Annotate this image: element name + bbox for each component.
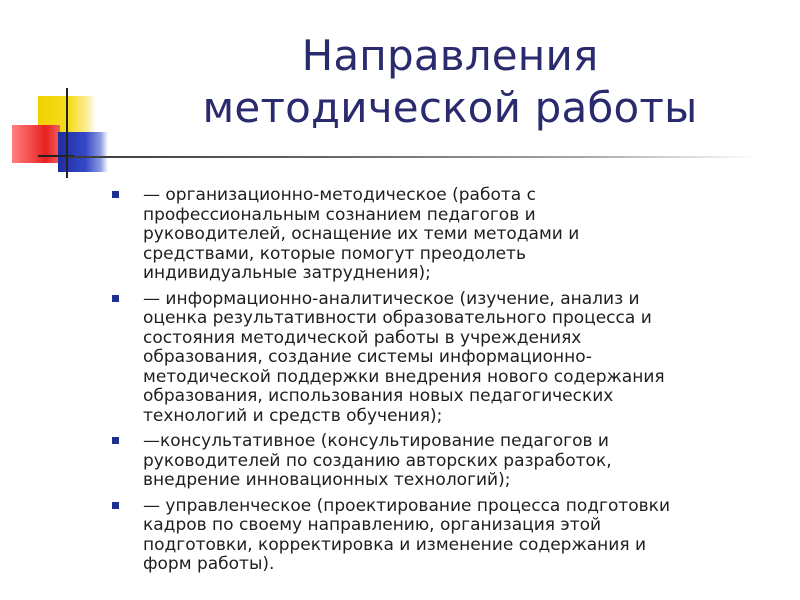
red-square xyxy=(12,125,60,163)
square-bullet-icon xyxy=(112,191,119,198)
slide-title-line-2: методической работы xyxy=(202,83,698,132)
colored-squares-logo-icon xyxy=(0,0,140,190)
list-item-line: индивидуальные затруднения); xyxy=(143,263,431,283)
list-item-line: внедрение инновационных технологий); xyxy=(143,470,511,490)
title-divider xyxy=(68,156,758,158)
square-bullet-icon xyxy=(112,437,119,444)
list-item-text xyxy=(143,497,772,575)
square-bullet-icon xyxy=(112,295,119,302)
bullet-list xyxy=(112,186,772,581)
list-item-line: — информационно-аналитическое (изучение, анализ и xyxy=(143,288,640,309)
slide-title-line-1: Направления xyxy=(301,31,599,80)
list-item-line: форм работы). xyxy=(143,554,275,574)
list-item-text xyxy=(143,290,772,427)
list-item-line: руководителей по созданию авторских разработок, xyxy=(143,450,612,471)
list-item-line: технологий и средств обучения); xyxy=(143,405,443,426)
list-item-line: образования, создание системы информационно- xyxy=(143,347,592,367)
list-item-line: оценка результативности образовательного процесса и xyxy=(143,308,652,328)
list-item-line: —консультативное (консультирование педагогов и xyxy=(143,431,609,451)
list-item-organizational-methodical xyxy=(112,186,772,284)
list-item-information-analytical xyxy=(112,290,772,427)
list-item-line: профессиональным сознанием педагогов и xyxy=(143,204,536,225)
list-item-line: — управленческое (проектирование процесса подготовки xyxy=(143,495,670,516)
list-item-line: подготовки, корректировка и изменение содержания и xyxy=(143,534,647,555)
list-item-text xyxy=(143,432,772,491)
list-item-text xyxy=(143,186,772,284)
list-item-line: средствами, которые помогут преодолеть xyxy=(143,243,526,264)
square-bullet-icon xyxy=(112,502,119,509)
list-item-consultative xyxy=(112,432,772,491)
list-item-line: состояния методической работы в учреждениях xyxy=(143,327,582,348)
list-item-line: кадров по своему направлению, организация этой xyxy=(143,515,602,535)
list-item-line: руководителей, оснащение их теми методами и xyxy=(143,224,580,244)
logo-vertical-line xyxy=(66,88,68,178)
list-item-managerial xyxy=(112,497,772,575)
slide-title xyxy=(130,30,770,134)
list-item-line: методической поддержки внедрения нового содержания xyxy=(143,366,665,387)
list-item-line: образования, использования новых педагогических xyxy=(143,386,614,406)
list-item-line: — организационно-методическое (работа с xyxy=(143,185,536,205)
